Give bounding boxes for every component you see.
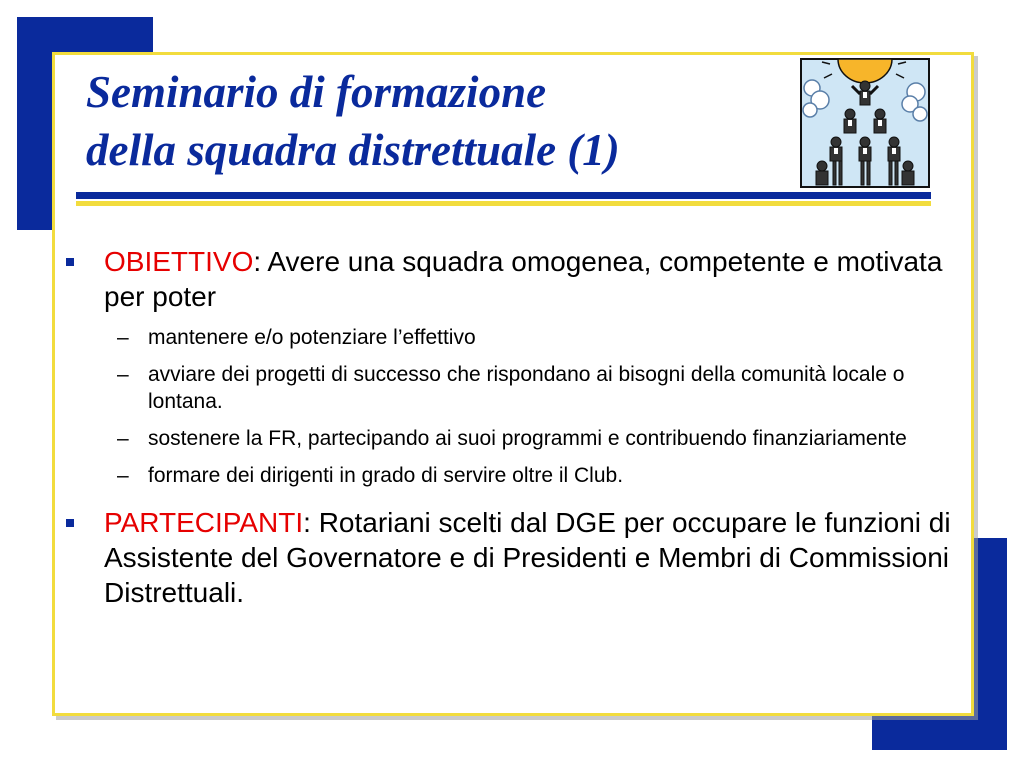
sub-bullet (66, 324, 966, 351)
sub-bullet (66, 361, 966, 415)
keyword-obiettivo: OBIETTIVO (104, 246, 254, 277)
bullet-text: : Rotariani scelti dal DGE per occupare le funzioni di Assistente del Governatore e di Presidenti e Membri di Commissioni Distrettuali. (104, 507, 951, 608)
sub-bullet-text: avviare dei progetti di successo che rispondano ai bisogni della comunità locale o lontana. (148, 363, 905, 413)
title-rule-yellow (76, 201, 931, 206)
slide-body (66, 244, 966, 610)
square-bullet-icon (66, 258, 74, 266)
square-bullet-icon (66, 519, 74, 527)
title-rule-blue (76, 192, 931, 199)
dash-icon: – (117, 464, 129, 487)
team-pyramid-icon (800, 58, 930, 188)
slide-title (86, 63, 620, 179)
title-line-1: Seminario di formazione (86, 67, 547, 117)
bullet-obiettivo (66, 244, 966, 314)
sub-bullet-text: mantenere e/o potenziare l’effettivo (148, 326, 476, 349)
dash-icon: – (117, 326, 129, 349)
dash-icon: – (117, 427, 129, 450)
title-line-2: della squadra distrettuale (1) (86, 125, 620, 175)
dash-icon: – (117, 363, 129, 386)
sub-bullet (66, 462, 966, 489)
bullet-text: : Avere una squadra omogenea, competente e motivata per poter (104, 246, 943, 312)
sub-bullet (66, 425, 966, 452)
bullet-partecipanti (66, 505, 966, 610)
sub-bullet-text: formare dei dirigenti in grado di servire oltre il Club. (148, 464, 624, 487)
sub-bullet-text: sostenere la FR, partecipando ai suoi programmi e contribuendo finanziariamente (148, 427, 907, 450)
keyword-partecipanti: PARTECIPANTI (104, 507, 304, 538)
